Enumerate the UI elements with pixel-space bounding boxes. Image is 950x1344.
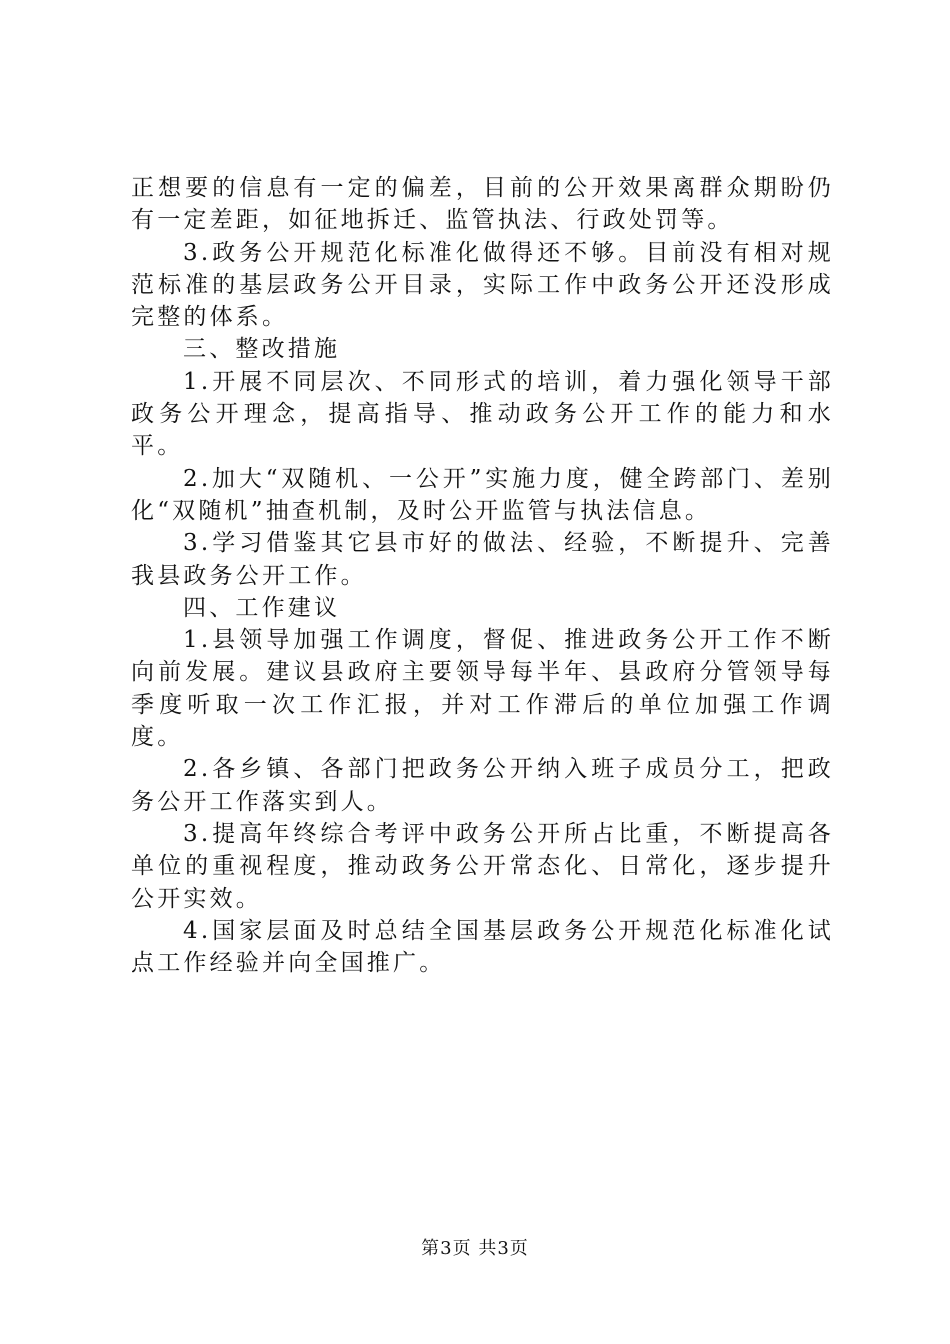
paragraph-9: 2.各乡镇、各部门把政务公开纳入班子成员分工，把政务公开工作落实到人。 — [131, 756, 834, 815]
paragraph-10: 3.提高年终综合考评中政务公开所占比重，不断提高各单位的重视程度，推动政务公开常态化、日常化，逐步提升公开实效。 — [131, 820, 834, 912]
paragraph-5: 2.加大“双随机、一公开”实施力度，健全跨部门、差别化“双随机”抽查机制，及时公开监管与执法信息。 — [131, 465, 834, 524]
page-number-footer: 第3页 共3页 — [421, 1238, 529, 1259]
section-heading-3: 三、整改措施 — [183, 336, 341, 363]
paragraph-2: 3.政务公开规范化标准化做得还不够。目前没有相对规范标准的基层政务公开目录，实际工作中政务公开还没形成完整的体系。 — [131, 239, 834, 331]
paragraph-1: 正想要的信息有一定的偏差，目前的公开效果离群众期盼仍有一定差距，如征地拆迁、监管执法、行政处罚等。 — [131, 175, 834, 234]
document-body — [131, 172, 834, 979]
paragraph-6: 3.学习借鉴其它县市好的做法、经验，不断提升、完善我县政务公开工作。 — [131, 530, 834, 589]
section-heading-4: 四、工作建议 — [183, 594, 341, 621]
paragraph-11: 4.国家层面及时总结全国基层政务公开规范化标准化试点工作经验并向全国推广。 — [131, 917, 834, 977]
paragraph-8: 1.县领导加强工作调度，督促、推进政务公开工作不断向前发展。建议县政府主要领导每半年、县政府分管领导每季度听取一次工作汇报，并对工作滞后的单位加强工作调度。 — [131, 627, 834, 751]
paragraph-4: 1.开展不同层次、不同形式的培训，着力强化领导干部政务公开理念，提高指导、推动政务公开工作的能力和水平。 — [131, 368, 834, 460]
